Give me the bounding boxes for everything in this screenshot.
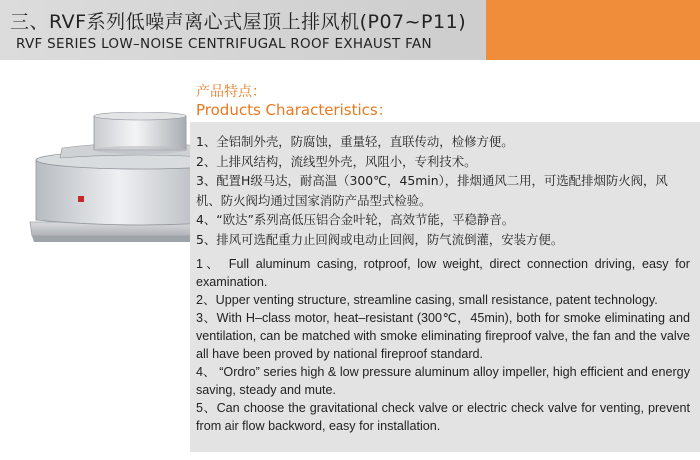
list-item: 1、 Full aluminum casing, rotproof, low weight, direct connection driving, easy for examination.	[196, 257, 690, 289]
list-item: 1、全铝制外壳，防腐蚀，重量轻，直联传动，检修方便。	[196, 134, 514, 149]
list-item: 3、配置H级马达，耐高温（300℃，45min），排烟通风二用，可选配排烟防火阀，风机、防火阀均通过国家消防产品型式检验。	[196, 173, 668, 208]
section-heading-cn: 产品特点：	[196, 84, 266, 100]
characteristics-list-en	[196, 255, 690, 435]
title-en: RVF SERIES LOW–NOISE CENTRIFUGAL ROOF EXHAUST FAN	[16, 36, 432, 52]
list-item: 4、“欧达”系列高低压铝合金叶轮，高效节能，平稳静音。	[196, 212, 515, 227]
section-heading-en: Products Characteristics：	[196, 101, 393, 119]
header-accent-bar	[486, 0, 700, 60]
list-item: 4、 “Ordro” series high & low pressure aluminum alloy impeller, high efficient and energy saving, steady and mute.	[196, 365, 690, 397]
list-item: 5、Can choose the gravitational check valve or electric check valve for venting, prevent from air flow backword, easy for installation.	[196, 401, 690, 433]
title-cn: 三、RVF系列低噪声离心式屋顶上排风机(P07~P11)	[10, 11, 467, 33]
list-item: 5、排风可选配重力止回阀或电动止回阀，防气流倒灌，安装方便。	[196, 231, 564, 247]
list-item: 2、Upper venting structure, streamline casing, small resistance, patent technology.	[196, 293, 658, 307]
list-item: 2、上排风结构，流线型外壳，风阻小，专利技术。	[196, 153, 477, 169]
characteristics-list-cn	[196, 132, 692, 249]
list-item: 3、With H–class motor, heat–resistant (300℃，45min), both for smoke eliminating and ventilation, can be matched with smoke eliminating fireproof valve, the fan and the valve all have been proved by national fireproof standard.	[196, 311, 690, 361]
